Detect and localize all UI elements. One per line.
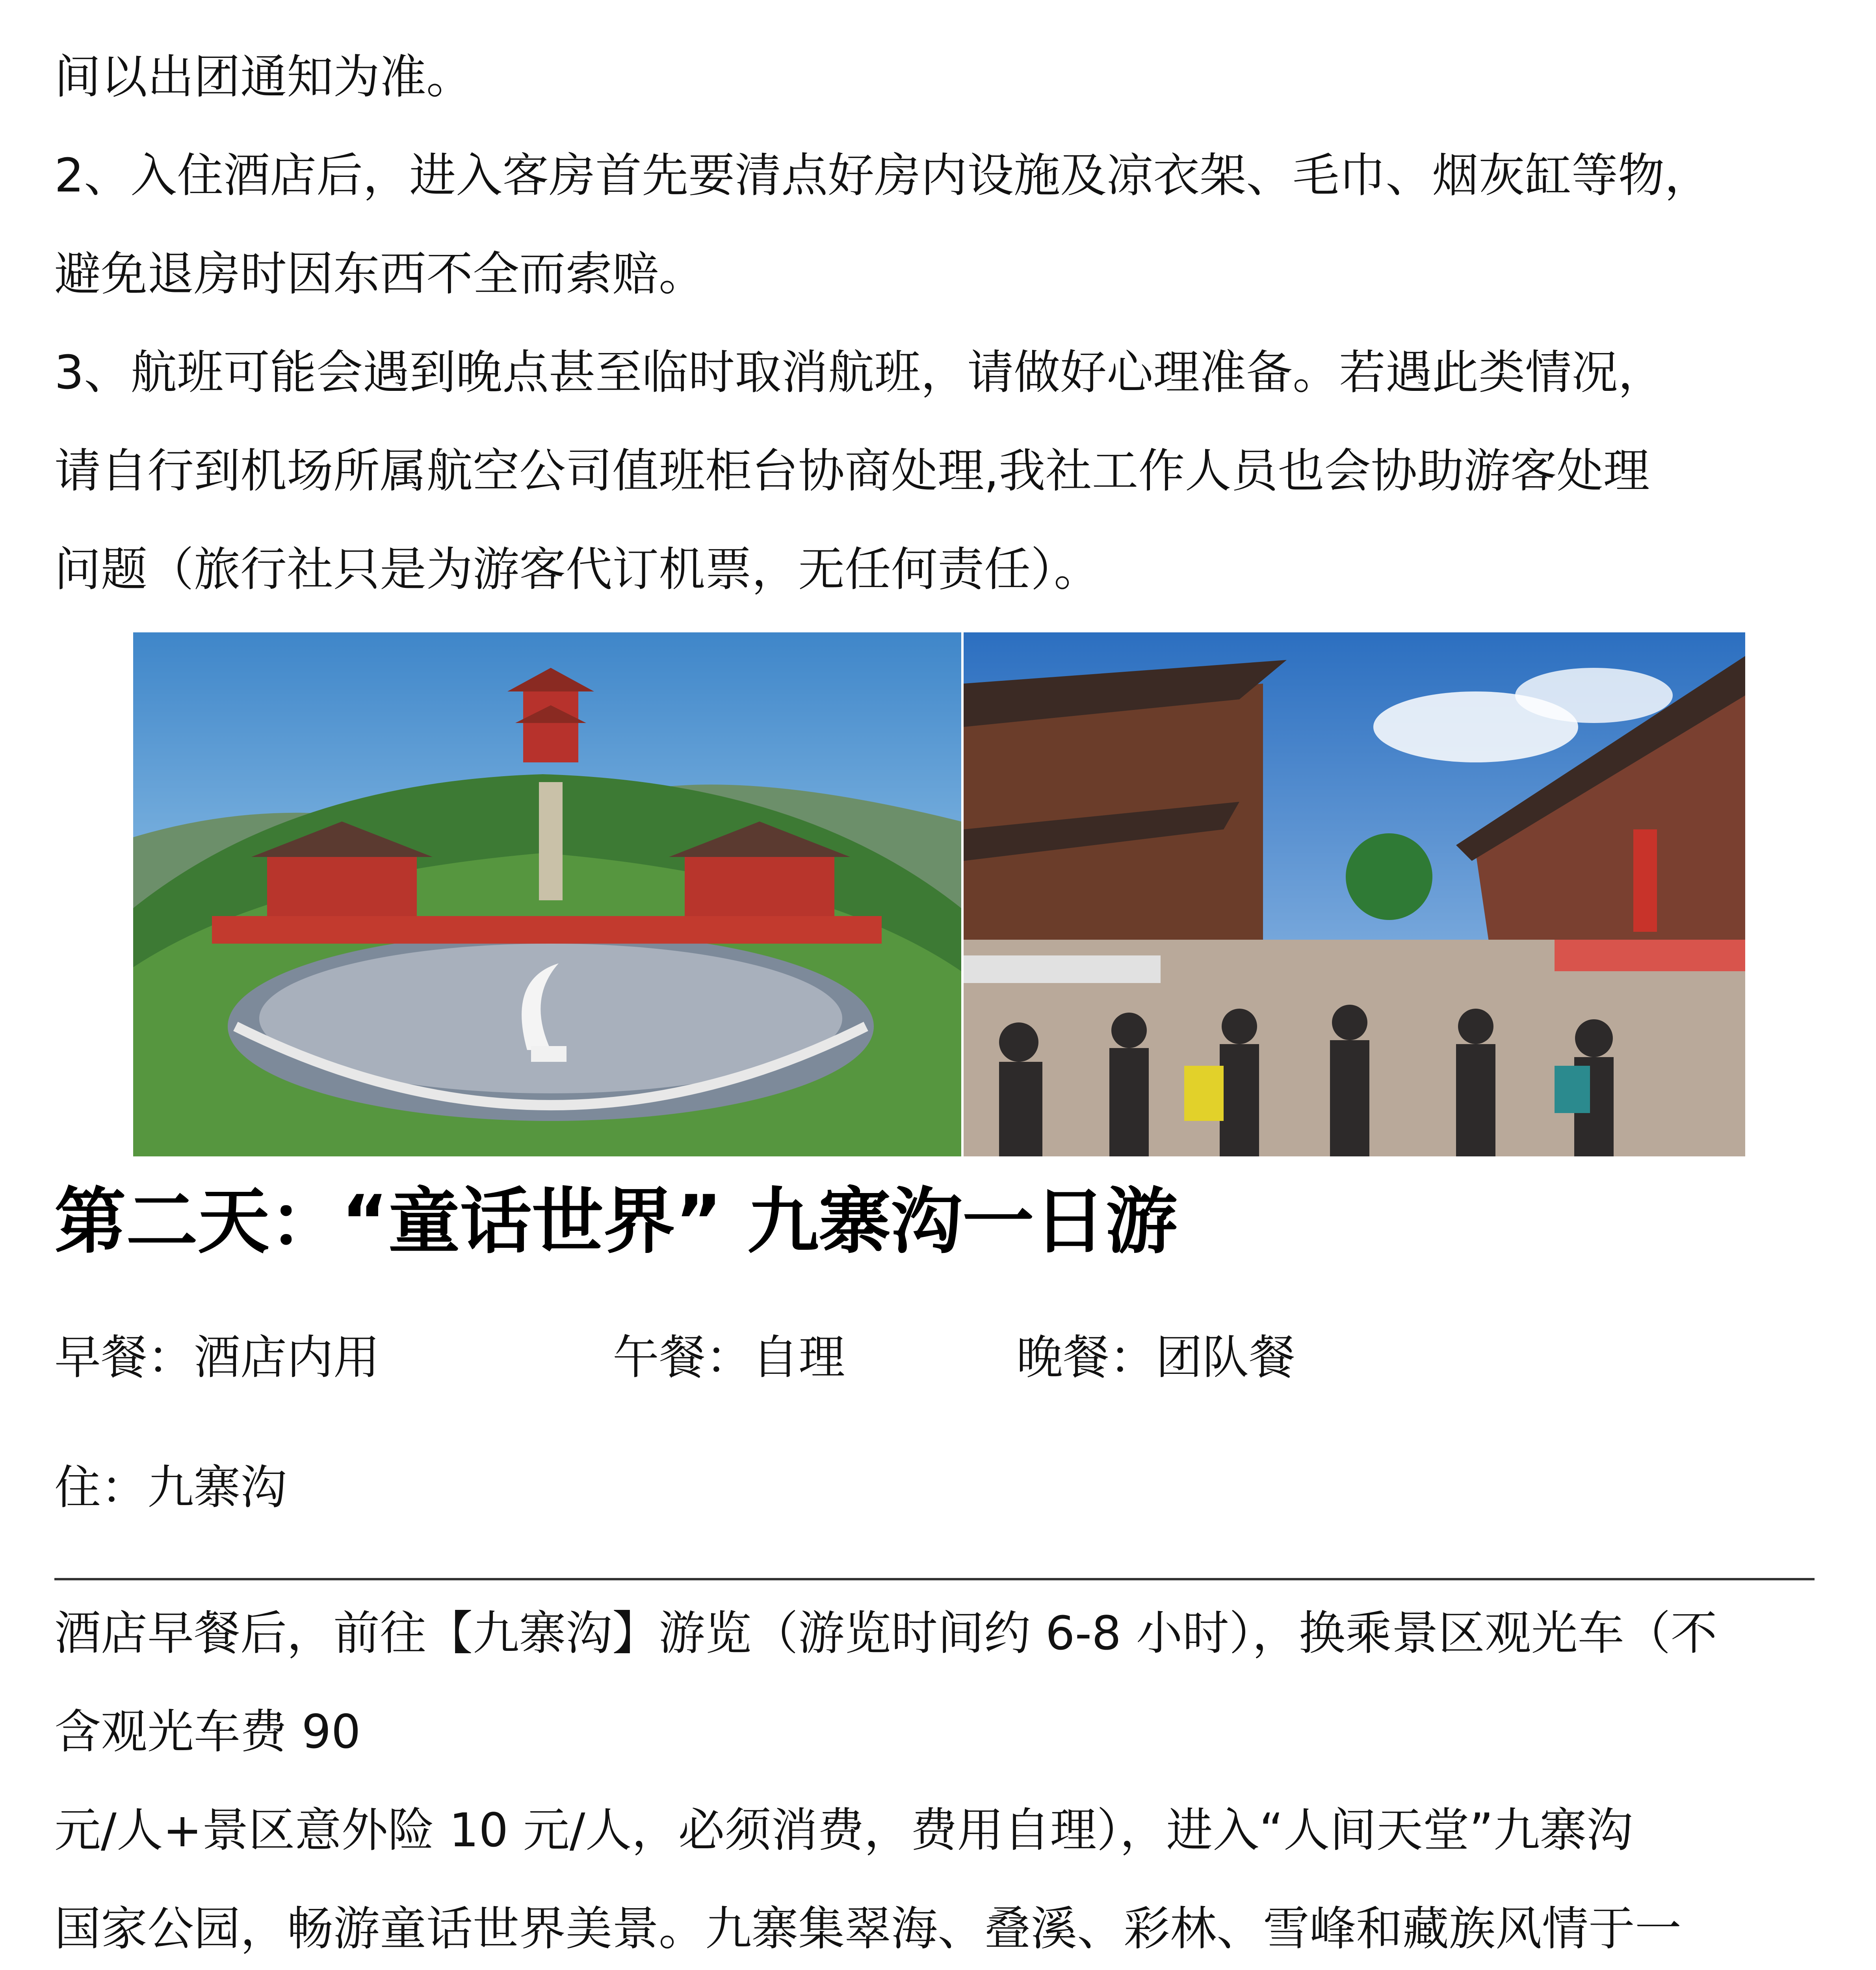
divider-line: [54, 1578, 1815, 1580]
intro-line: 问题（旅行社只是为游客代订机票，无任何责任）。: [54, 542, 1101, 597]
stay-text: 住：九寨沟: [54, 1460, 287, 1515]
breakfast-text: 早餐：酒店内用: [54, 1330, 380, 1385]
intro-line: 2、入住酒店后，进入客房首先要清点好房内设施及凉衣架、毛巾、烟灰缸等物，: [54, 148, 1711, 203]
lunch-text: 午餐：自理: [613, 1330, 845, 1385]
intro-line: 间以出团通知为准。: [54, 50, 473, 104]
dinner-text: 晚餐：团队餐: [1016, 1330, 1296, 1385]
intro-line: 请自行到机场所属航空公司值班柜台协商处理,我社工作人员也会协助游客处理: [54, 444, 1650, 498]
intro-line: 避免退房时因东西不全而索赔。: [54, 247, 706, 301]
photo-strip: [133, 632, 1745, 1156]
day-title: 第二天：“童话世界” 九寨沟一日游: [54, 1180, 1178, 1263]
body-line: 含观光车费 90: [54, 1704, 361, 1759]
intro-line: 3、航班可能会遇到晚点甚至临时取消航班，请做好心理准备。若遇此类情况，: [54, 345, 1665, 400]
ancient-street-photo: [964, 632, 1745, 1156]
body-line: 国家公园，畅游童话世界美景。九寨集翠海、叠溪、彩林、雪峰和藏族风情于一: [54, 1901, 1682, 1956]
body-line: 元/人+景区意外险 10 元/人，必须消费，费用自理），进入“人间天堂”九寨沟: [54, 1803, 1633, 1857]
pavilion-park-photo: [133, 632, 961, 1156]
body-line: 酒店早餐后，前往【九寨沟】游览（游览时间约 6-8 小时），换乘景区观光车（不: [54, 1606, 1717, 1660]
